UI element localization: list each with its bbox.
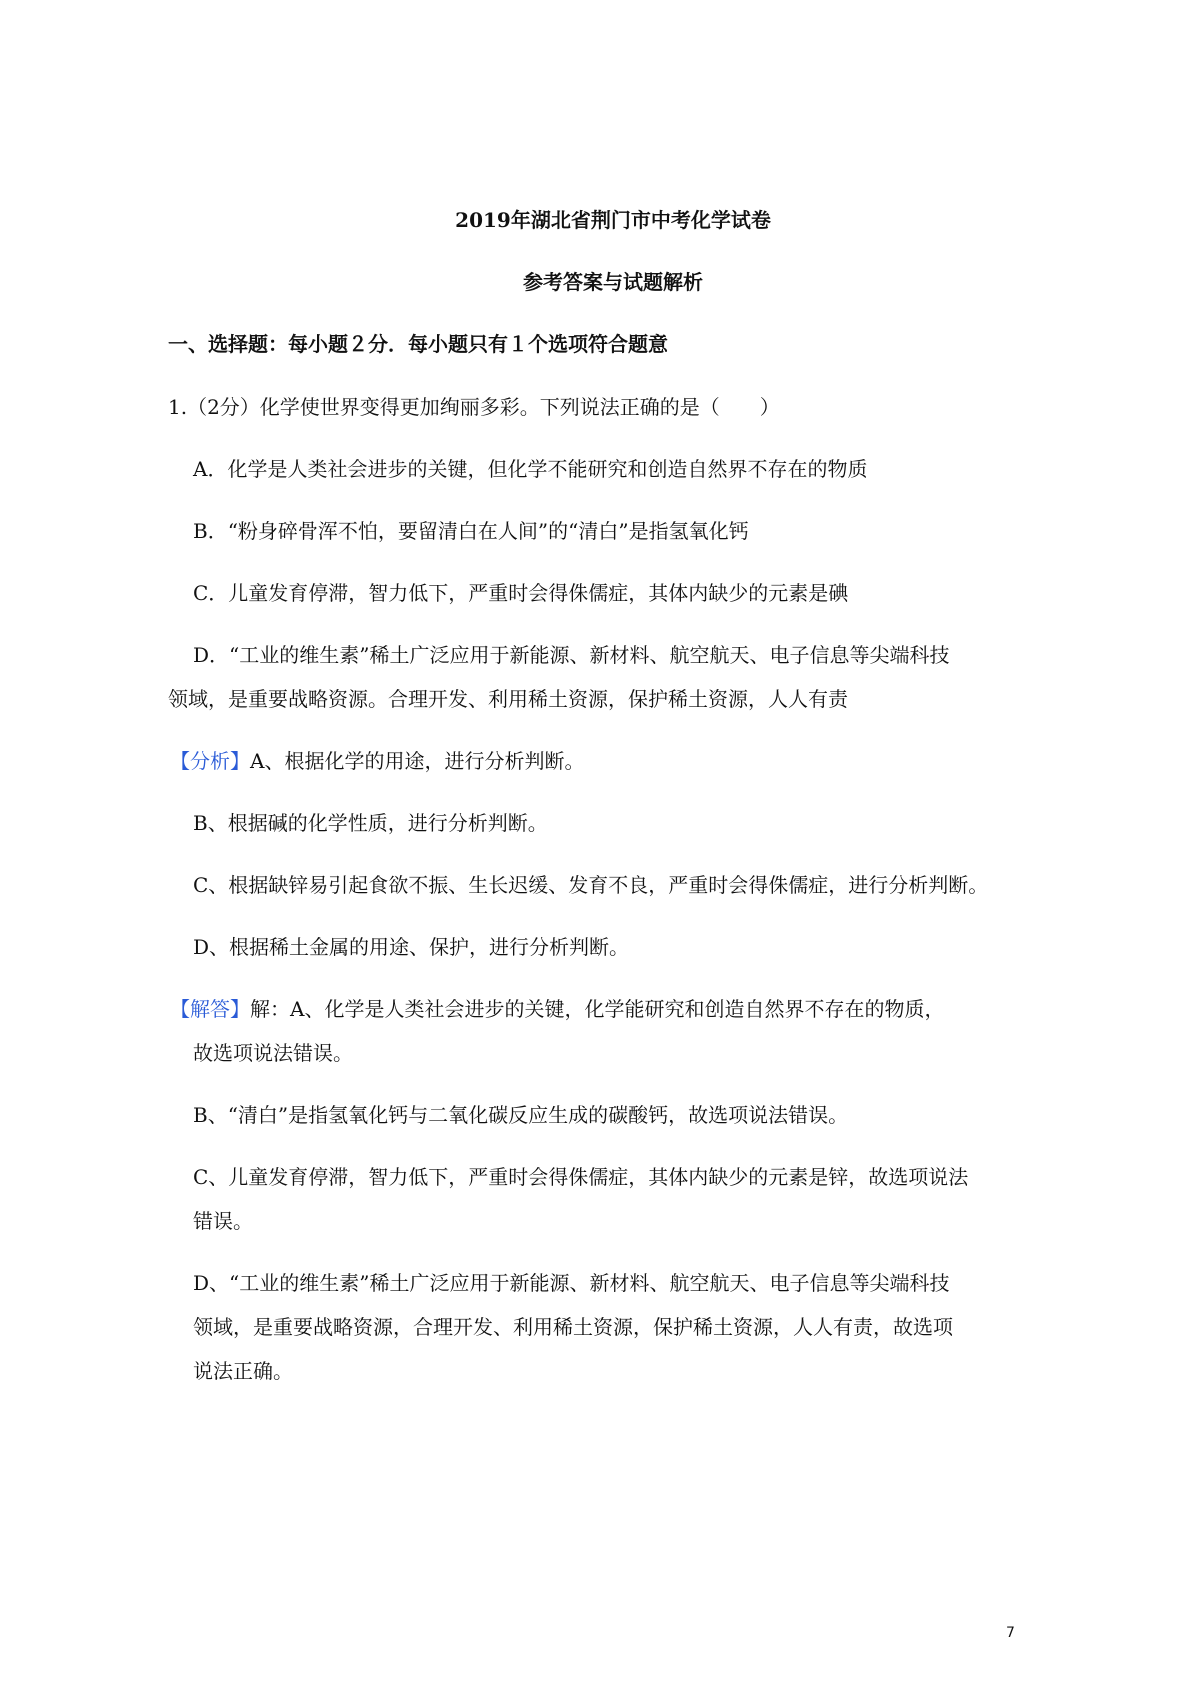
document-title: 2019年湖北省荆门市中考化学试卷 — [455, 208, 771, 232]
answer-tag: 【解答】 — [170, 997, 250, 1021]
document-subtitle: 参考答案与试题解析 — [523, 270, 703, 294]
answer-line-b: B、“清白”是指氢氧化钙与二氧化碳反应生成的碳酸钙，故选项说法错误。 — [193, 1103, 849, 1127]
option-d-line2: 领域，是重要战略资源。合理开发、利用稀土资源，保护稀土资源，人人有责 — [168, 687, 848, 711]
analysis-line-c: C、根据缺锌易引起食欲不振、生长迟缓、发育不良，严重时会得侏儒症，进行分析判断。 — [193, 873, 989, 897]
answer-line-d1: D、“工业的维生素”稀土广泛应用于新能源、新材料、航空航天、电子信息等尖端科技 — [193, 1271, 950, 1295]
analysis-tag: 【分析】 — [170, 749, 250, 773]
analysis-line-a — [170, 747, 584, 775]
analysis-text-a: A、根据化学的用途，进行分析判断。 — [250, 749, 585, 773]
answer-line-a2: 故选项说法错误。 — [193, 1041, 353, 1065]
answer-line-c2: 错误。 — [193, 1209, 253, 1233]
page-number: 7 — [1006, 1625, 1015, 1641]
answer-line-d3: 说法正确。 — [193, 1359, 293, 1383]
option-d-line1: D．“工业的维生素”稀土广泛应用于新能源、新材料、航空航天、电子信息等尖端科技 — [193, 643, 950, 667]
analysis-line-d: D、根据稀土金属的用途、保护，进行分析判断。 — [193, 935, 630, 959]
option-a: A．化学是人类社会进步的关键，但化学不能研究和创造自然界不存在的物质 — [193, 457, 868, 481]
section-heading: 一、选择题：每小题２分．每小题只有１个选项符合题意 — [168, 332, 668, 356]
answer-line-c1: C、儿童发育停滞，智力低下，严重时会得侏儒症，其体内缺少的元素是锌，故选项说法 — [193, 1165, 969, 1189]
answer-text-a1: 解：A、化学是人类社会进步的关键，化学能研究和创造自然界不存在的物质， — [250, 997, 945, 1021]
analysis-line-b: B、根据碱的化学性质，进行分析判断。 — [193, 811, 548, 835]
option-b: B．“粉身碎骨浑不怕，要留清白在人间”的“清白”是指氢氧化钙 — [193, 519, 749, 543]
question-stem: 1.（2分）化学使世界变得更加绚丽多彩。下列说法正确的是（ ） — [168, 395, 780, 419]
answer-line-d2: 领域，是重要战略资源，合理开发、利用稀土资源，保护稀土资源，人人有责，故选项 — [193, 1315, 953, 1339]
option-c: C．儿童发育停滞，智力低下，严重时会得侏儒症，其体内缺少的元素是碘 — [193, 581, 849, 605]
answer-line-a1 — [170, 995, 944, 1023]
